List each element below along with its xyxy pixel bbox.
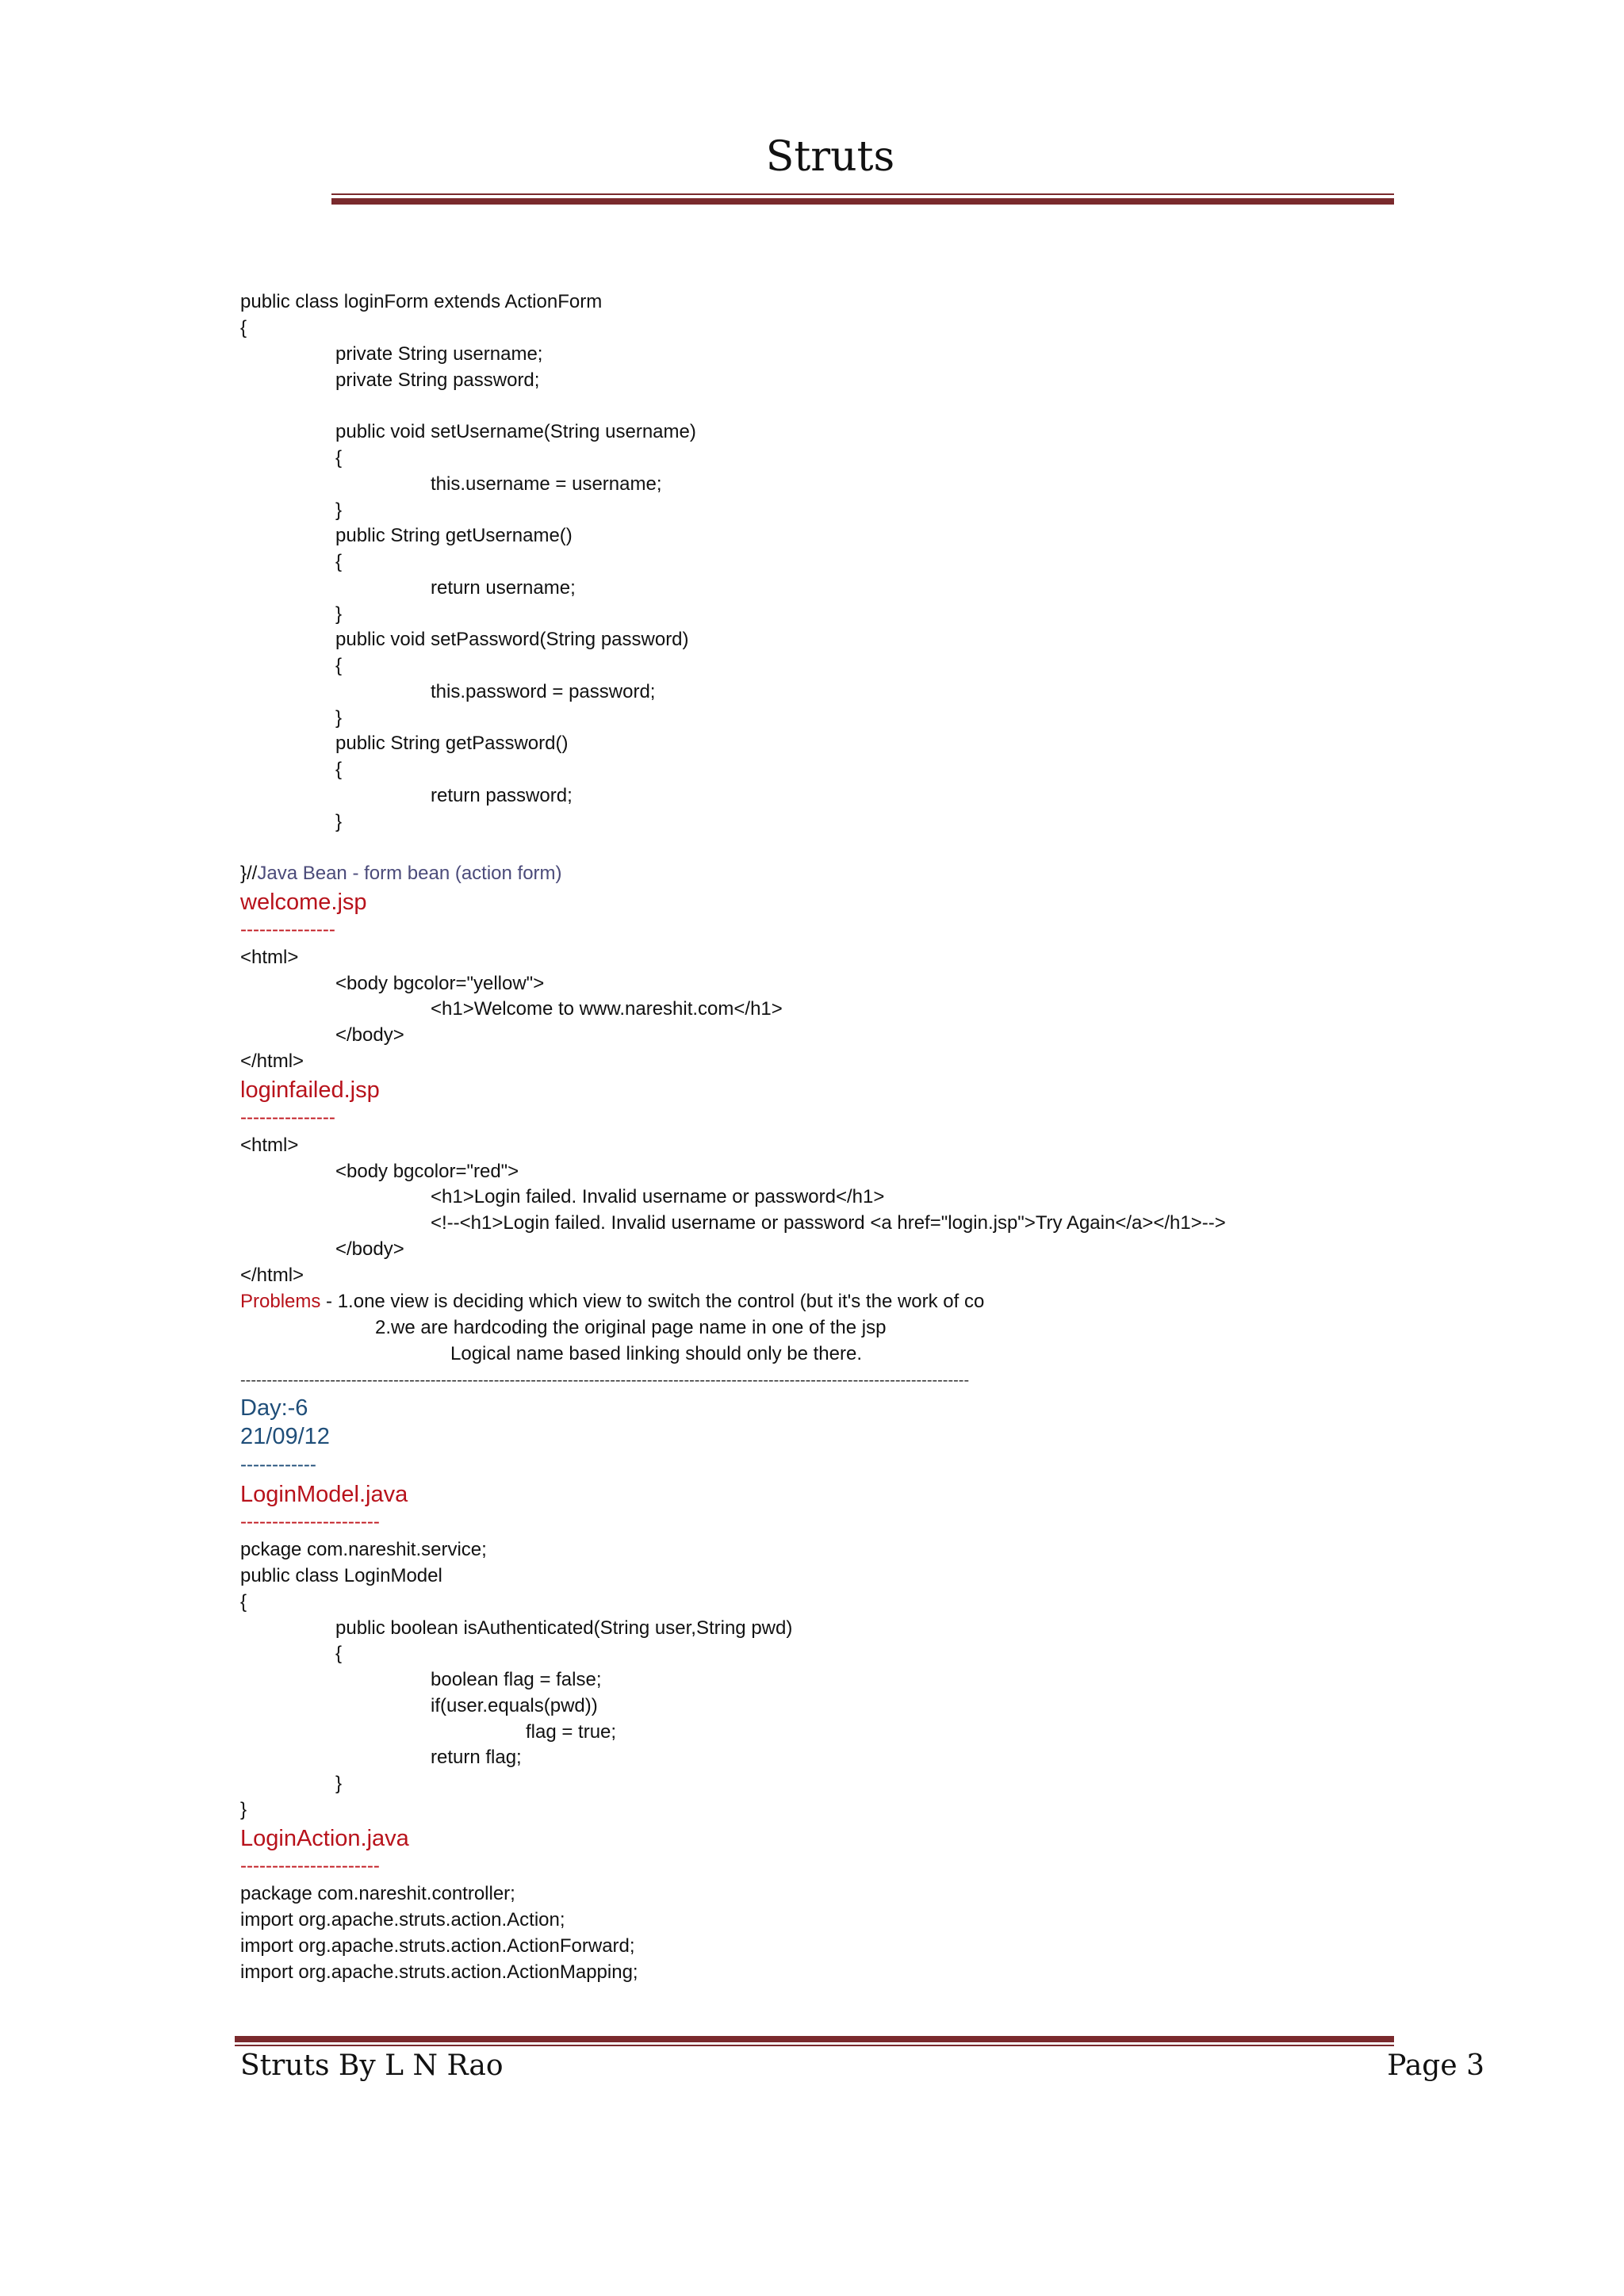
code-line: private String password; [335,369,540,391]
page-number: Page 3 [1387,2049,1484,2082]
code-line: return username; [431,577,576,599]
code-line: </body> [335,1024,404,1046]
code-line: { [335,447,343,469]
code-line: public void setPassword(String password) [335,629,689,650]
code-line: pckage com.nareshit.service; [240,1539,487,1560]
code-line: package com.nareshit.controller; [240,1883,515,1904]
heading-underline: --------------- [240,1107,335,1128]
code-line [240,862,562,886]
section-heading: welcome.jsp [240,890,367,915]
code-line: return flag; [431,1747,522,1768]
footer-rule [235,2036,1394,2042]
code-line: <html> [240,1135,299,1156]
code-line: public String getUsername() [335,525,573,546]
code-line: if(user.equals(pwd)) [431,1695,598,1716]
code-line: flag = true; [526,1721,617,1743]
code-line: <html> [240,947,299,968]
section-heading: loginfailed.jsp [240,1077,380,1103]
code-line: public void setUsername(String username) [335,421,696,442]
problems-line: 2.we are hardcoding the original page name in one of the jsp [375,1317,887,1338]
code-line: public String getPassword() [335,733,569,754]
code-line: this.password = password; [431,681,656,702]
code-line: } [335,603,343,625]
code-line: { [240,317,247,339]
problems-line: Logical name based linking should only be there. [450,1343,863,1364]
problems-label: Problems [240,1291,321,1312]
section-heading: LoginModel.java [240,1482,408,1507]
code-line: import org.apache.struts.action.ActionMapping; [240,1961,638,1983]
heading-underline: ------------ [240,1454,316,1475]
code-line: } [335,1773,343,1794]
code-text: }// [240,863,258,884]
header-rule-thin [331,193,1394,195]
heading-underline: ---------------------- [240,1511,380,1533]
code-line: public class LoginModel [240,1565,442,1586]
code-line: this.username = username; [431,473,662,495]
code-line: <body bgcolor="red"> [335,1161,519,1182]
code-line: import org.apache.struts.action.Action; [240,1909,565,1931]
heading-underline: --------------- [240,919,335,940]
footer-title: Struts By L N Rao [240,2049,504,2082]
code-line: </html> [240,1050,304,1072]
code-line: { [240,1591,247,1613]
code-line: boolean flag = false; [431,1669,602,1690]
code-line: { [335,551,343,572]
heading-underline: ---------------------- [240,1855,380,1877]
day-heading: Day:-6 [240,1395,308,1421]
date-heading: 21/09/12 [240,1424,330,1449]
code-line: </html> [240,1265,304,1286]
code-line: } [335,499,343,521]
code-line: { [335,759,343,780]
code-comment: Java Bean - form bean (action form) [257,863,562,884]
code-line: <body bgcolor="yellow"> [335,973,545,994]
code-line: { [335,655,343,676]
header-rule [331,198,1394,205]
code-line: </body> [335,1238,404,1260]
page-title: Struts [765,133,895,181]
code-line: private String username; [335,343,543,365]
code-line: return password; [431,785,573,806]
problems-text: - 1.one view is deciding which view to switch the control (but it's the work of co [320,1291,985,1312]
code-line: public class loginForm extends ActionForm [240,291,603,312]
code-line: public boolean isAuthenticated(String user,String pwd) [335,1617,793,1639]
code-line: } [335,811,343,832]
separator-line: ------------------------------------------------------------------------------------------------------------------------------------------ [240,1372,970,1389]
code-line: { [335,1643,343,1664]
code-line: <h1>Login failed. Invalid username or password</h1> [431,1186,885,1207]
code-line: <h1>Welcome to www.nareshit.com</h1> [431,998,783,1020]
problems-line [240,1290,984,1314]
code-line: import org.apache.struts.action.ActionForward; [240,1935,635,1957]
footer-rule-thin [235,2045,1394,2046]
code-line: <!--<h1>Login failed. Invalid username or password <a href="login.jsp">Try Again</a></h1>--> [431,1212,1226,1234]
code-line: } [335,707,343,729]
code-line: } [240,1799,247,1820]
section-heading: LoginAction.java [240,1826,409,1851]
